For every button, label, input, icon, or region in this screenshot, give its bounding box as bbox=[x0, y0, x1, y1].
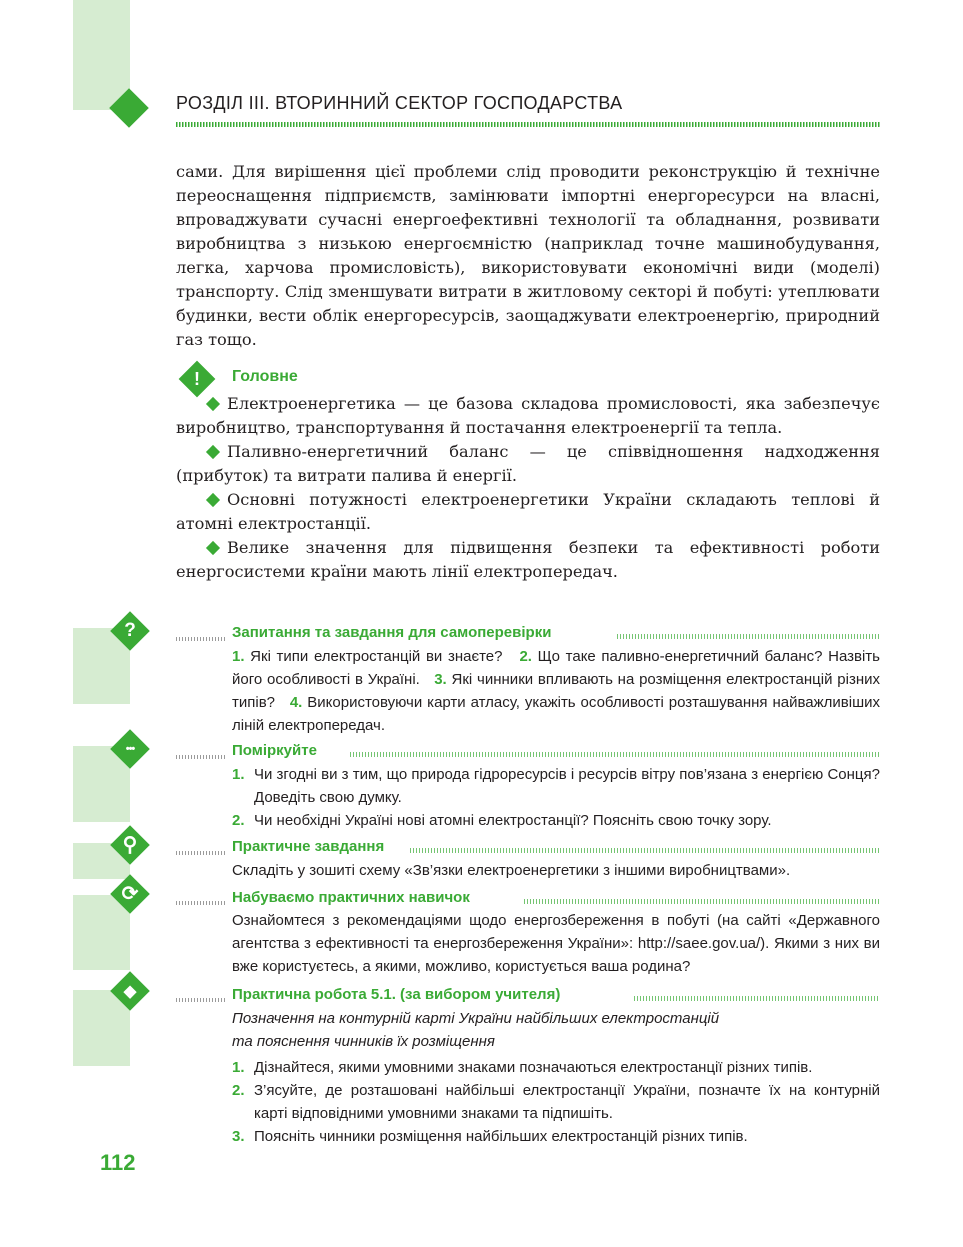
dotted-rule bbox=[524, 899, 880, 904]
think-title: Поміркуйте bbox=[232, 742, 317, 759]
header-divider bbox=[176, 122, 880, 127]
speech-bubble-icon: ••• bbox=[110, 729, 150, 769]
list-item: 1. Дізнайтеся, якими умовними знаками позначаються електростанції різних типів. bbox=[232, 1059, 813, 1076]
section-title: РОЗДІЛ ІІІ. ВТОРИННИЙ СЕКТОР ГОСПОДАРСТВА bbox=[176, 93, 623, 113]
list-item: 2. Чи необхідні Україні нові атомні електростанції? Поясніть свою точку зору. bbox=[232, 812, 772, 829]
practical-work-steps bbox=[232, 1056, 880, 1148]
practical-work-subtitle: Позначення на контурній карті України найбільших електростанцій та пояснення чинників їх розміщення bbox=[232, 1010, 720, 1050]
list-item: 2. З’ясуйте, де розташовані найбільші електростанції України, позначте їх на контурній карті відповідними умовними знаками та підпишіть. bbox=[232, 1082, 880, 1122]
skills-title: Набуваємо практичних навичок bbox=[232, 889, 470, 906]
compass-icon: ⬥ bbox=[110, 971, 150, 1011]
main-points-list bbox=[176, 392, 880, 584]
intro-paragraph: сами. Для вирішення цієї проблеми слід проводити реконструкцію й технічне переоснащення підприємств, замінювати імпортні енергоресурси на власні, впроваджувати сучасні енергоефективні технології та обладнання, розвивати виробництва з низькою енергоємністю (наприклад точне машинобудування, легка, харчова промисловість), використовувати економічні види (моделі) транспорту. Слід зменшувати витрати в житловому секторі й побуті: утеплювати будинки, вести облік енергоресурсів, заощаджувати електроенергію, природний газ тощо. bbox=[176, 162, 880, 349]
main-point: Велике значення для підвищення безпеки та ефективності роботи енергосистеми країни мають лінії електропередач. bbox=[176, 538, 880, 581]
bullet-diamond-icon bbox=[206, 493, 220, 507]
exclamation-glyph: ! bbox=[194, 369, 200, 389]
dotted-leader bbox=[176, 755, 226, 759]
list-item: 1. Чи згодні ви з тим, що природа гідроресурсів і ресурсів вітру пов’язана з енергією Сонця? Доведіть свою думку. bbox=[232, 766, 880, 806]
questions-text: 1. Які типи електростанцій ви знаєте? 2. Що таке паливно-енергетичний баланс? Назвіть його особливості в Україні. 3. Які чинники впливають на розміщення електростанцій різних типів? 4. Використовуючи карти атласу, укажіть особливості розташування найважливіших ліній електропередач. bbox=[232, 648, 880, 734]
dotted-rule bbox=[350, 752, 880, 757]
bullet-diamond-icon bbox=[206, 445, 220, 459]
practical-task-text: Складіть у зошиті схему «Зв’язки електроенергетики з іншими виробництвами». bbox=[232, 862, 791, 879]
bullet-diamond-icon bbox=[206, 541, 220, 555]
questions-title: Запитання та завдання для самоперевірки bbox=[232, 624, 552, 641]
bullet-diamond-icon bbox=[206, 397, 220, 411]
think-text bbox=[232, 763, 880, 832]
dotted-rule bbox=[634, 996, 880, 1001]
dotted-leader bbox=[176, 901, 226, 905]
dotted-leader bbox=[176, 637, 226, 641]
dotted-leader bbox=[176, 998, 226, 1002]
question-icon: ? bbox=[110, 611, 150, 651]
page-number: 112 bbox=[100, 1150, 136, 1175]
dotted-rule bbox=[410, 848, 880, 853]
skills-text: Ознайомтеся з рекомендаціями щодо енергозбереження в побуті (на сайті «Державного агентства з ефективності та енергозбереження України»: http://saee.gov.ua/). Якими з них ви вже користуєтесь, а якими, можливо, користується ваша родина? bbox=[232, 912, 880, 975]
main-point: Паливно-енергетичний баланс — це співвідношення надходження (прибуток) та витрати палива й енергії. bbox=[176, 442, 880, 485]
main-point: Електроенергетика — це базова складова промисловості, яка забезпечує виробництво, транспортування й постачання електроенергії та тепла. bbox=[176, 394, 880, 437]
refresh-icon: ⟳ bbox=[110, 874, 150, 914]
dotted-rule bbox=[617, 634, 880, 639]
main-points-title: Головне bbox=[232, 368, 298, 385]
list-item: 3. Поясніть чинники розміщення найбільших електростанцій різних типів. bbox=[232, 1128, 748, 1145]
magnifier-icon: ⚲ bbox=[110, 825, 150, 865]
top-decor-block bbox=[73, 0, 130, 110]
practical-task-title: Практичне завдання bbox=[232, 838, 385, 855]
practical-work-title: Практична робота 5.1. (за вибором учителя) bbox=[232, 986, 561, 1003]
dotted-leader bbox=[176, 851, 226, 855]
main-point: Основні потужності електроенергетики України складають теплові й атомні електростанції. bbox=[176, 490, 880, 533]
